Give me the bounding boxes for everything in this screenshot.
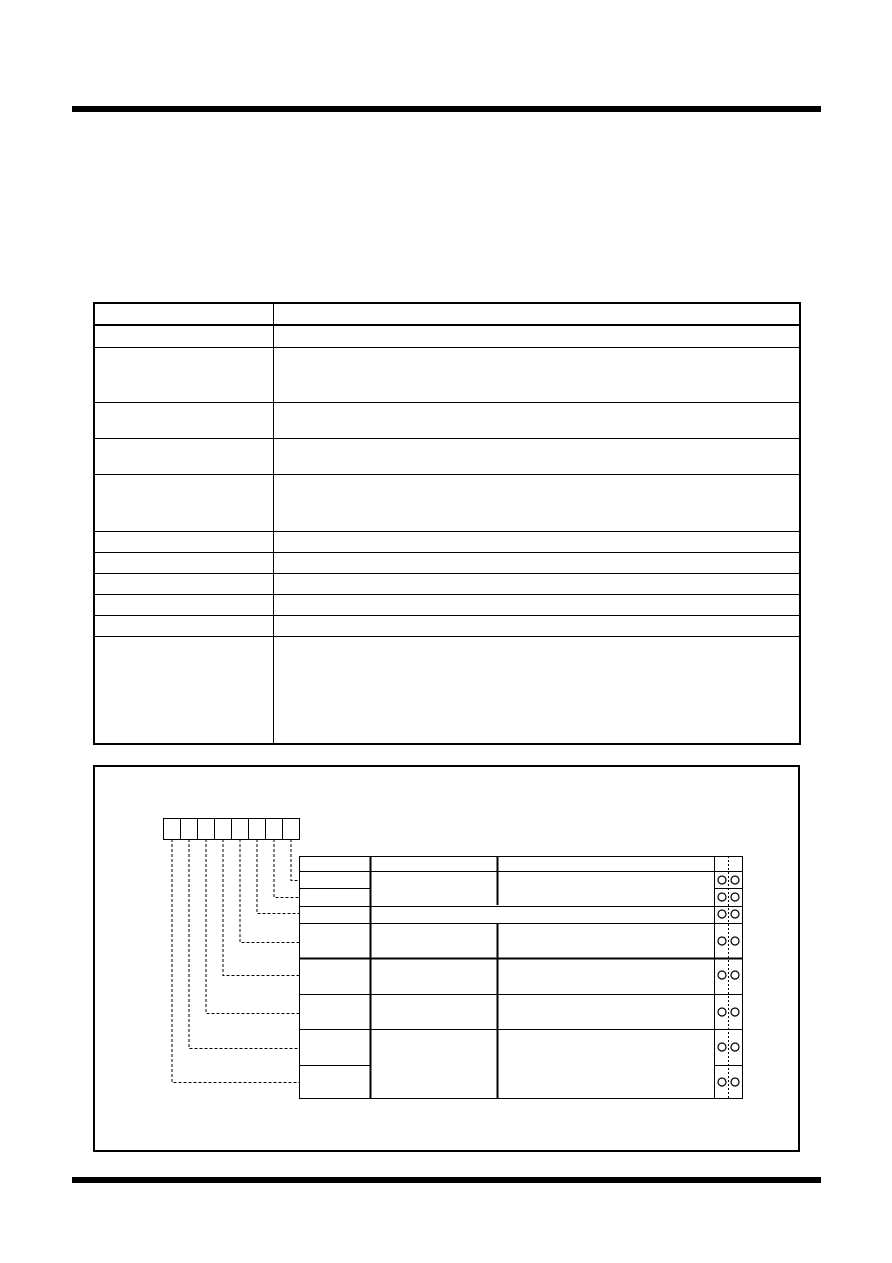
- table-row: [95, 348, 799, 403]
- table-row: [95, 616, 799, 637]
- bit-box: [215, 819, 232, 840]
- table-cell-label: [95, 553, 274, 573]
- leader-line: [223, 839, 299, 976]
- table-cell-value: [275, 439, 799, 474]
- bit-box: [232, 819, 249, 840]
- switch-off-icon: [718, 971, 726, 979]
- table-row: [95, 304, 799, 326]
- header-rule: [72, 106, 821, 112]
- bit-box: [283, 819, 300, 840]
- table-row: [95, 403, 799, 439]
- switch-on-icon: [731, 893, 739, 901]
- table-header-label: [95, 304, 274, 324]
- leader-line: [240, 839, 299, 943]
- switch-on-icon: [731, 971, 739, 979]
- switch-off-icon: [718, 937, 726, 945]
- table-header-value: [275, 304, 799, 324]
- table-cell-value: [275, 532, 799, 552]
- bit-box: [198, 819, 215, 840]
- table-cell-value: [275, 403, 799, 438]
- table-row: [95, 326, 799, 348]
- switch-on-icon: [731, 910, 739, 918]
- switch-on-icon: [731, 1078, 739, 1086]
- switch-on-icon: [731, 876, 739, 884]
- bit-diagram-box: [93, 765, 800, 1152]
- bit-box: [249, 819, 266, 840]
- table-row: [95, 574, 799, 595]
- table-row: [95, 475, 799, 532]
- bit-box: [266, 819, 283, 840]
- table-cell-value: [275, 348, 799, 402]
- table-cell-label: [95, 574, 274, 594]
- settings-table: [299, 856, 743, 1099]
- bit-register: [164, 819, 300, 840]
- leader-lines: [172, 839, 299, 1083]
- table-cell-value: [275, 553, 799, 573]
- table-row: [95, 595, 799, 616]
- switch-on-icon: [731, 1043, 739, 1051]
- leader-line: [274, 839, 299, 898]
- table-cell-label: [95, 439, 274, 474]
- table-cell-label: [95, 475, 274, 531]
- switch-off-icon: [718, 876, 726, 884]
- table-cell-value: [275, 574, 799, 594]
- switch-off-icon: [718, 893, 726, 901]
- switch-off-icon: [718, 1008, 726, 1016]
- bit-box: [181, 819, 198, 840]
- leader-line: [257, 839, 299, 914]
- footer-rule: [72, 1177, 821, 1183]
- table-cell-label: [95, 616, 274, 636]
- table-cell-label: [95, 532, 274, 552]
- table-row: [95, 637, 799, 743]
- table-cell-label: [95, 403, 274, 438]
- table-cell-label: [95, 326, 274, 347]
- table-cell-label: [95, 637, 274, 743]
- leader-line: [206, 839, 299, 1014]
- settings-table-frame: [300, 857, 743, 1099]
- switch-off-icon: [718, 1078, 726, 1086]
- table-cell-label: [95, 348, 274, 402]
- table-cell-value: [275, 637, 799, 743]
- table-cell-value: [275, 326, 799, 347]
- switch-off-icon: [718, 1043, 726, 1051]
- switch-on-icon: [731, 937, 739, 945]
- spec-table: [93, 302, 801, 745]
- switch-off-icon: [718, 910, 726, 918]
- leader-line: [172, 839, 299, 1083]
- switch-on-icon: [731, 1008, 739, 1016]
- table-cell-value: [275, 616, 799, 636]
- bit-diagram: [95, 767, 798, 1150]
- table-cell-value: [275, 475, 799, 531]
- table-cell-label: [95, 595, 274, 615]
- bit-box: [164, 819, 181, 840]
- leader-line: [291, 839, 299, 881]
- table-cell-value: [275, 595, 799, 615]
- table-row: [95, 439, 799, 475]
- table-row: [95, 532, 799, 553]
- table-row: [95, 553, 799, 574]
